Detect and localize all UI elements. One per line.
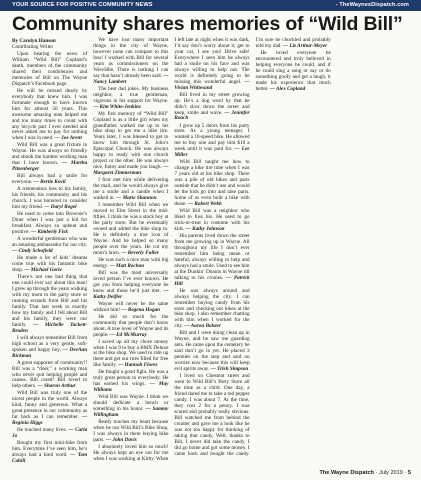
quote-text: He fought a good fight. He was a truly great person to everybody. He has earned his wings.: [93, 369, 169, 388]
signature-dash: —: [26, 321, 45, 328]
quote-paragraph: [12, 441, 87, 465]
quote-text: My first memory of “Wild Bill” Copland is as a little girl when my grandfather walked me up to his bike shop to get me a bike tire. Years later, I was blessed to get to know him through St. John’s Episcopal Church. He was always happy to ready with one church project or the other. He was always nice, funny and made you laugh.: [93, 110, 169, 171]
signature-dash: —: [116, 362, 125, 369]
signature-dash: —: [23, 267, 31, 274]
quote-signature: DeeAnn Rickman: [12, 346, 88, 359]
signature-dash: —: [281, 42, 290, 49]
quote-text: A tremendous loss to his family, his friends, his community and his church. I was honored to consider him my friend.: [12, 186, 88, 211]
signature-dash: —: [93, 103, 100, 110]
quote-paragraph: [12, 52, 87, 88]
quote-signature: Martha Pitzenberger: [12, 160, 88, 173]
quote-text: Upon hearing the news of William “Wild Bill” Copland’s death, members of the community shared their condolences and memories of Bill on The Wayne Dispatch’s Facebook page.: [12, 51, 88, 87]
byline: [12, 38, 87, 50]
signature-dash: —: [184, 225, 193, 232]
signature-dash: —: [53, 135, 62, 142]
quote-text: Wild Bill was Wayne. I think we should dedicate a bench or something in his honor.: [93, 394, 169, 413]
quote-paragraph: [174, 124, 249, 160]
page-footer: [319, 470, 411, 476]
quote-signature: Alex Copland: [275, 85, 306, 92]
quote-paragraph: [12, 336, 87, 360]
quote-signature: Trish Simpson: [217, 366, 249, 373]
quote-signature: Lee Miller: [174, 146, 250, 159]
quote-text: A great supporter of community!! Bill was a “doer,” a working man who never quit helping people and causes. Bill cared! Bill loved to help others.: [12, 359, 88, 390]
quote-signature: Ed McMurray: [116, 331, 147, 338]
quote-signature: Michelle Tackett-Braden: [12, 321, 88, 334]
quote-signature: Carla Jo: [12, 427, 88, 440]
signature-dash: —: [29, 229, 38, 236]
quote-signature: Daryl Rogel: [50, 204, 77, 211]
quote-text: I will always remember Bill from high school as a very gentle, soft-spoken and happy boy.: [12, 334, 88, 353]
quote-text: He made a lot of kids’ dreams come true with his fantastic bike shop.: [12, 255, 88, 274]
signature-dash: —: [66, 427, 76, 434]
quote-signature: Bertie Kovil: [40, 179, 66, 186]
byline-role: Contributing Writer: [12, 44, 54, 51]
quote-paragraph: [93, 302, 168, 314]
quote-text: There’s not one bad thing that one could ever say about this man! I grew up through the years walking with my mom to the party store or running errands front Bill and his family. That last week to exactly how my family and I felt about Bill and his family, they were our family.: [12, 274, 88, 328]
quote-text: I remember Wild Bill when we moved to Elm Street in the mid-fifties. I think he was a stock boy at the party store. But he eventually owned and added the bike shop to. He is definitely a true icon of Wayne. And he helped so many people over the years. He cut my mom’s lawn.: [93, 202, 169, 256]
quote-paragraph: [174, 331, 249, 373]
quote-signature: John Davis: [112, 437, 137, 444]
quote-paragraph: [256, 51, 331, 93]
quote-signature: Aaron Bolster: [190, 323, 221, 330]
quote-paragraph: [174, 289, 249, 331]
signature-dash: —: [58, 160, 72, 167]
quote-text: I first met him while delivering the mail, and he would always give me a smile and a candle when I walked in.: [93, 177, 169, 202]
signature-dash: —: [114, 195, 123, 202]
quote-text: He was such a nice man with big energy.: [93, 256, 169, 269]
quote-signature: Sammy Willingham: [93, 406, 169, 419]
signature-dash: —: [186, 201, 195, 208]
quote-paragraph: [174, 160, 249, 208]
quote-signature: Tom Cahill: [12, 452, 88, 465]
quote-text: He will be missed dearly by everybody that knew him. I was fortunate enough to have known him for almost 50 years. This awesome amazing man helped me and too many times to count with any bicycle part I ever needed and never asked me to pay for nothing when I was in need.: [12, 87, 88, 142]
signature-dash: —: [104, 437, 113, 444]
article-body: [12, 38, 412, 468]
quote-paragraph: [93, 112, 168, 177]
signature-dash: —: [222, 109, 232, 116]
quote-signature: Marie Shannon: [122, 195, 157, 202]
quote-text: Bill always had a smile for everyone.: [12, 173, 88, 186]
quote-text: He did so much for the community that people don’t know about. A true lover of Wayne and its people.: [93, 313, 169, 338]
quote-text: Bill and I were doing clean up in Wayne, and he saw me guarding ants. He came upon the cemetery he said don’t go in yet. He placed 3 pennies on the step and said no worries now because this will keep evil spirits away.: [174, 330, 250, 373]
banner-website: - TheWaynesDispatch.com: [335, 2, 409, 8]
quote-signature: May Williams: [93, 381, 169, 394]
signature-dash: —: [108, 262, 116, 269]
quote-text: Wild Bill was a neighbor who liked to fuss his. He used to go trick-or-treat in costume with his kids.: [174, 208, 250, 232]
signature-dash: —: [120, 249, 128, 256]
quote-signature: Kathy Deifler: [93, 293, 123, 300]
quote-text: His parents lived down the street from me growing up in Wayne. All throughout my life I don’t ever remember him being mean or hateful, always willing to help and always had a smile. Used to see him at the Dunkin’ Donuts in Wayne till talking to his cronies.: [174, 232, 250, 281]
signature-dash: —: [232, 146, 242, 153]
footer-paper-name: The Wayne Dispatch: [319, 470, 374, 476]
quote-paragraph: [93, 258, 168, 270]
quote-signature: Kim White-Jenkins: [99, 103, 141, 110]
quote-signature: Patrick Hill: [174, 274, 250, 287]
quote-paragraph: [12, 256, 87, 274]
signature-dash: —: [60, 346, 70, 353]
quote-text: The best dad jokes. My business neighbor, a true gentleman, vigorous in his support for Wayne.: [93, 85, 169, 104]
quote-paragraph: [93, 203, 168, 257]
signature-dash: —: [120, 306, 128, 313]
quote-text: I lived on Chestnut street and went to Wild Bill’s Party Store all the time as a child. One day, a friend dared me to take a red pepper candy. I was about 7. At the time, they cost 2 for a penny. I was scared and probably really obvious. Bill watched me from behind the counter and gave me a look like he was not too happy for thinking of taking that candy. Well, thanks to Bill, I never did take the candy. I did go home and got some money. I came back and bought the candy. I’m sure he chuckled and probably told my dad.: [174, 37, 331, 457]
quote-text: He touched many lives.: [17, 427, 67, 434]
quote-signature: Beverly Fuller: [127, 249, 159, 256]
quote-signature: Nancy Lambert: [93, 78, 127, 85]
quote-signature: Michael Gorie: [30, 267, 62, 274]
quote-paragraph: [12, 143, 87, 173]
signature-dash: —: [143, 406, 153, 413]
quote-paragraph: [12, 361, 87, 391]
quote-text: He used to come into Brownie’s Diner when I was just a kid for breakfast. Always so upbeat and positive.: [12, 211, 88, 236]
quote-paragraph: [93, 178, 168, 202]
quote-paragraph: [12, 428, 87, 440]
quote-text: Wild Bill taught me how to change a bike tire tube when I was 7 years old at his bike shop. There was a pile of old bikes and parts outside that he didn’t use and would let the kids go into and take parts. Some of us even built a bike with those.: [174, 159, 250, 208]
signature-dash: —: [161, 164, 169, 171]
footer-page-number: 5: [407, 470, 411, 476]
quote-text: Bill lived in my street growing up. He’s a dog word by that he didn’t slow down the street and keep, smile and wave.: [174, 91, 250, 116]
quote-paragraph: [93, 420, 168, 444]
signature-dash: —: [241, 78, 250, 85]
quote-paragraph: [12, 187, 87, 211]
quote-paragraph: [12, 391, 87, 427]
signature-dash: —: [268, 85, 276, 92]
quote-signature: Liz Arthur-Meyer: [289, 42, 328, 49]
byline-author: By Carolyn Hanson: [12, 38, 56, 44]
quote-paragraph: [93, 38, 168, 86]
quote-signature: Hannah Flores: [124, 362, 158, 369]
quote-paragraph: [12, 237, 87, 255]
quote-paragraph: [93, 370, 168, 394]
quote-text: Bill was the most universally loved person I’ve ever known. He got you from helping everyone he knew and those he’d just met.: [93, 269, 169, 294]
signature-dash: —: [209, 366, 218, 373]
signature-dash: —: [36, 383, 44, 390]
quote-text: Wayne will never be the same without him!: [93, 300, 169, 313]
article-headline: Community shares memories of “Wild Bill”: [12, 13, 403, 35]
quote-paragraph: [93, 340, 168, 370]
signature-dash: —: [32, 179, 41, 186]
signature-dash: —: [161, 72, 169, 79]
quote-text: Wild Bill was a great fixture in Wayne. He was always so friendly and shook the hardest working man that I have known.: [12, 142, 88, 167]
quote-paragraph: [12, 275, 87, 335]
quote-paragraph: [93, 87, 168, 111]
quote-paragraph: [12, 212, 87, 236]
quote-text: A wonderful gentleman who was an amazing ambassador for our city.: [12, 236, 88, 249]
top-banner: [0, 0, 421, 11]
quote-paragraph: [174, 209, 249, 233]
quote-paragraph: [174, 93, 249, 123]
quote-signature: Matt Rochon: [115, 262, 145, 269]
quote-text: Really touches my heart because when he ran Wild Bill’s Bike Shop, I was always in there buying bike parts.: [93, 419, 169, 444]
quote-signature: Sharon Arthur: [43, 383, 76, 390]
signature-dash: —: [160, 287, 169, 294]
signature-dash: —: [67, 452, 78, 459]
quote-signature: Robert Webb: [194, 201, 222, 208]
signature-dash: —: [42, 204, 51, 211]
quote-text: Bought my first mini-bike from him. Everytime I’ve seen him, he’s always had a kind word.: [12, 440, 88, 459]
footer-issue-date: · July 2019 ·: [375, 470, 407, 476]
signature-dash: —: [78, 414, 88, 421]
quote-signature: Kimberly Fisk: [37, 229, 68, 236]
quote-signature: Reginia Higgs: [12, 420, 43, 427]
signature-dash: —: [108, 331, 117, 338]
quote-paragraph: [93, 395, 168, 419]
quote-text: I absolutely loved him so much! He always kept an eye out for me when I was working at Kirby. When I left late at night when it was dark, I’d say don’t worry about it, get to your car, I see you! Drive safe! Everywhere I seen him he always had a smile on his face and was always willing to help out. The world is definitely going to be missing this wonderful angel.: [93, 37, 250, 463]
quote-text: I saved up all my chore money when I was 9 to buy a BMX Deluxe at the bike shop. We used to ride up there and get our tires filled for free like family.: [93, 338, 169, 369]
quote-paragraph: [93, 315, 168, 339]
quote-signature: Kathy Johnson: [192, 225, 225, 232]
quote-paragraph: [12, 174, 87, 186]
quote-paragraph: [12, 89, 87, 143]
quote-text: Wild Bill was truly one of the nicest people in the world. Always kind, funny and generous. What a great presence in our community as far back as I can remember.: [12, 390, 88, 421]
banner-tagline: YOUR SOURCE FOR POSITIVE COMMUNITY NEWS: [12, 2, 153, 8]
quote-signature: Joe Arent: [61, 135, 82, 142]
quote-signature: Vivian Whitesand: [174, 84, 213, 91]
signature-dash: —: [183, 323, 191, 330]
quote-signature: Cindy Schofield: [18, 248, 53, 255]
quote-paragraph: [174, 234, 249, 288]
signature-dash: —: [12, 248, 19, 255]
quote-signature: Regena Hogan: [127, 306, 161, 313]
quote-signature: Jennifer Roach: [174, 109, 250, 122]
signature-dash: —: [223, 274, 234, 281]
signature-dash: —: [145, 381, 159, 388]
quote-text: I grew up 5 doors from his party store. As a young teenager, I wanted a 10-speed bike. He allowed me to buy one and pay him $10 a week until it was paid for.: [174, 122, 250, 153]
quote-signature: Margaret Zimmerman: [93, 170, 142, 177]
quote-paragraph: [93, 271, 168, 301]
quote-text: He was always around and always helping the city. I can remember buying candy from his store and checking out bikes at the bike shop. I also remember chatting with him when I worked for the city.: [174, 287, 250, 330]
quote-text: We have lost many important things in the city of Wayne, however none can compare to this loss! I worked with Bill for several years as commissioners on the WievHite. There is nothing I can say that hasn’t already been said.: [93, 37, 169, 79]
quote-text: He loved everyone he encountered and truly believed in helping everyone he could, and if he could sing a song or say or do something goofy and get a laugh, it made his experience that much better.: [255, 50, 331, 92]
